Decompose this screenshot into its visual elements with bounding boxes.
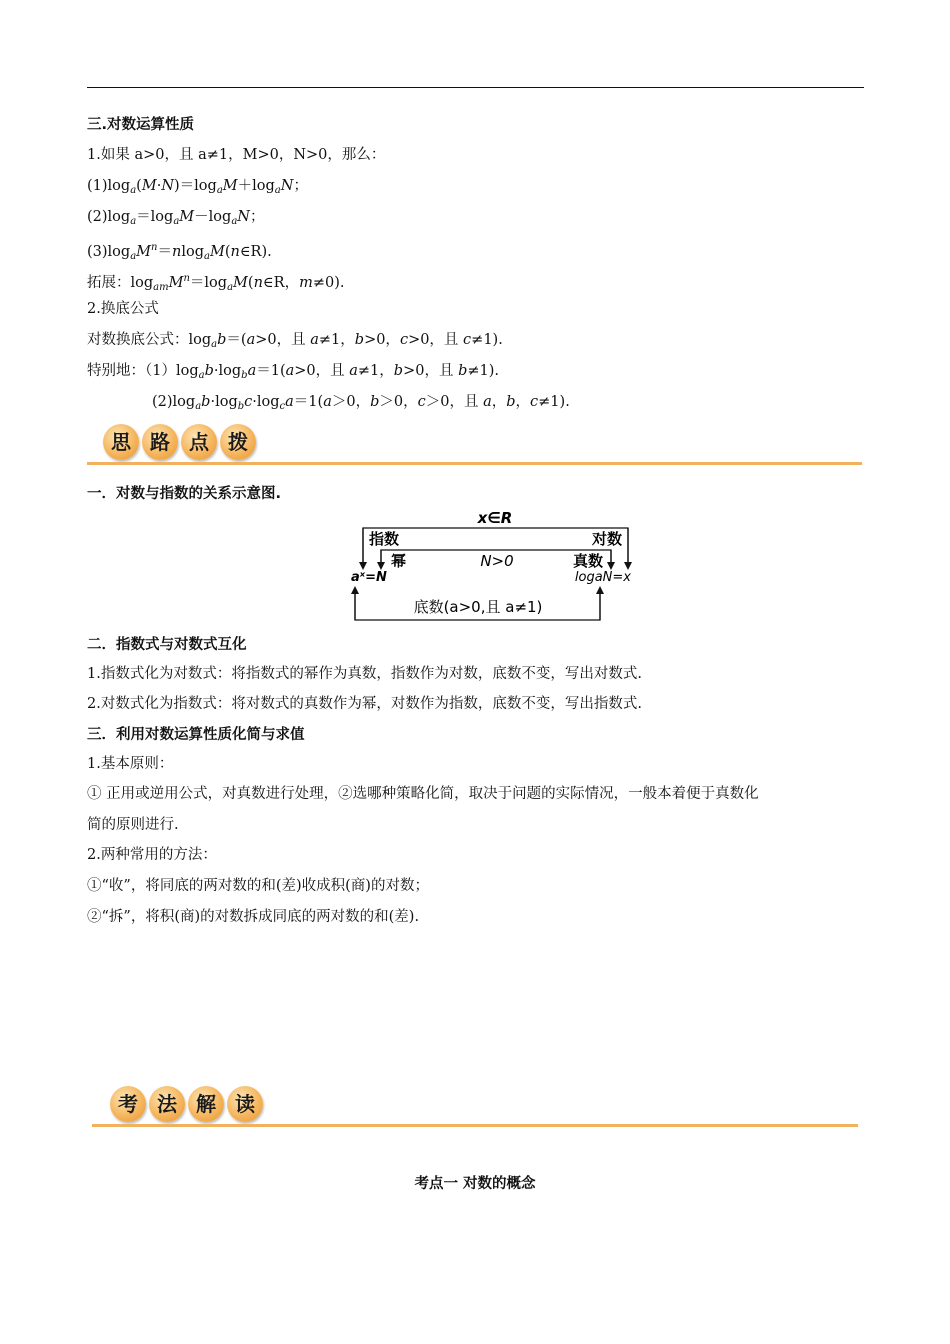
tips-line-7: ②“拆”，将积(商)的对数拆成同底的两对数的和(差). <box>87 909 420 925</box>
banner-char: 点 <box>181 424 217 460</box>
condition-line: 1.如果 a>0，且 a≠1，M>0，N>0，那么： <box>87 147 386 163</box>
special-1: 特别地：$(1)\log_ab\cdot\log_ba=1(a>0$，且 a≠1，b>0，且 b≠1). <box>87 363 500 381</box>
tips-line-4b: 简的原则进行. <box>87 817 179 833</box>
banner-rule-2 <box>92 1124 858 1127</box>
tips-line-1: 1.指数式化为对数式：将指数式的幂作为真数，指数作为对数，底数不变，写出对数式. <box>87 666 642 682</box>
section-heading: 三.对数运算性质 <box>87 117 195 133</box>
diagram-middle: N>0 <box>480 552 514 570</box>
banner-kaofa-jiedu <box>104 1082 274 1126</box>
tips-heading-1: 一．对数与指数的关系示意图. <box>87 486 282 502</box>
tips-line-6: ①“收”，将同底的两对数的和(差)收成积(商)的对数； <box>87 878 429 894</box>
banner-char: 考 <box>110 1086 146 1122</box>
top-rule <box>87 87 864 88</box>
diagram-right-label: 对数 <box>591 530 622 548</box>
exp-log-diagram <box>345 508 640 626</box>
tips-heading-3: 三．利用对数运算性质化简与求值 <box>87 727 305 743</box>
banner-silu-dianbo <box>97 420 267 464</box>
tips-line-5: 2.两种常用的方法： <box>87 847 217 863</box>
diagram-mi: 幂 <box>391 552 407 570</box>
diagram-right-formula: logaN=x <box>574 570 631 585</box>
change-base-formula: 对数换底公式：$\log_ab=(a>0$，且 a≠1，b>0，c>0，且 c≠1). <box>87 332 503 350</box>
banner-char: 拨 <box>220 424 256 460</box>
diagram-left-label: 指数 <box>369 530 400 548</box>
banner-rule <box>87 462 862 465</box>
banner-char: 解 <box>188 1086 224 1122</box>
diagram-zhenshu: 真数 <box>572 552 603 570</box>
tips-line-2: 2.对数式化为指数式：将对数式的真数作为幂，对数作为指数，底数不变，写出指数式. <box>87 696 642 712</box>
diagram-bottom-label: 底数(a>0,且 a≠1) <box>413 598 543 616</box>
banner-char: 法 <box>149 1086 185 1122</box>
banner-char: 读 <box>227 1086 263 1122</box>
tips-line-4a: ① 正用或逆用公式，对真数进行处理，②选哪种策略化简，取决于问题的实际情况，一般本着便于真数化 <box>87 786 759 802</box>
banner-char: 思 <box>103 424 139 460</box>
banner-char: 路 <box>142 424 178 460</box>
property-3: $(3)\log_aM^n=nlog_aM(n\in R)$. <box>87 242 272 262</box>
kaodian-title: 考点一 对数的概念 <box>414 1176 536 1192</box>
property-1: $(1)\log_a(M\cdot N)=\log_aM+\log_aN$； <box>87 178 308 196</box>
tips-line-3: 1.基本原则： <box>87 756 174 772</box>
special-2: $(2)\log_ab\cdot\log_bc\cdot\log_ca=1(a>0$，b＞0，c＞0，且 a，b，c≠1). <box>152 394 570 412</box>
diagram-top-label: x∈R <box>477 509 513 527</box>
property-2: $(2)\log_a=\log_aM-\log_aN$； <box>87 209 265 227</box>
change-base-title: 2.换底公式 <box>87 301 159 317</box>
diagram-left-formula: aˣ=N <box>351 570 387 585</box>
extension-line: 拓展：$\log_{am}M^n=\log_aM(n\in R$，m≠0). <box>87 273 345 293</box>
tips-heading-2: 二．指数式与对数式互化 <box>87 637 247 653</box>
